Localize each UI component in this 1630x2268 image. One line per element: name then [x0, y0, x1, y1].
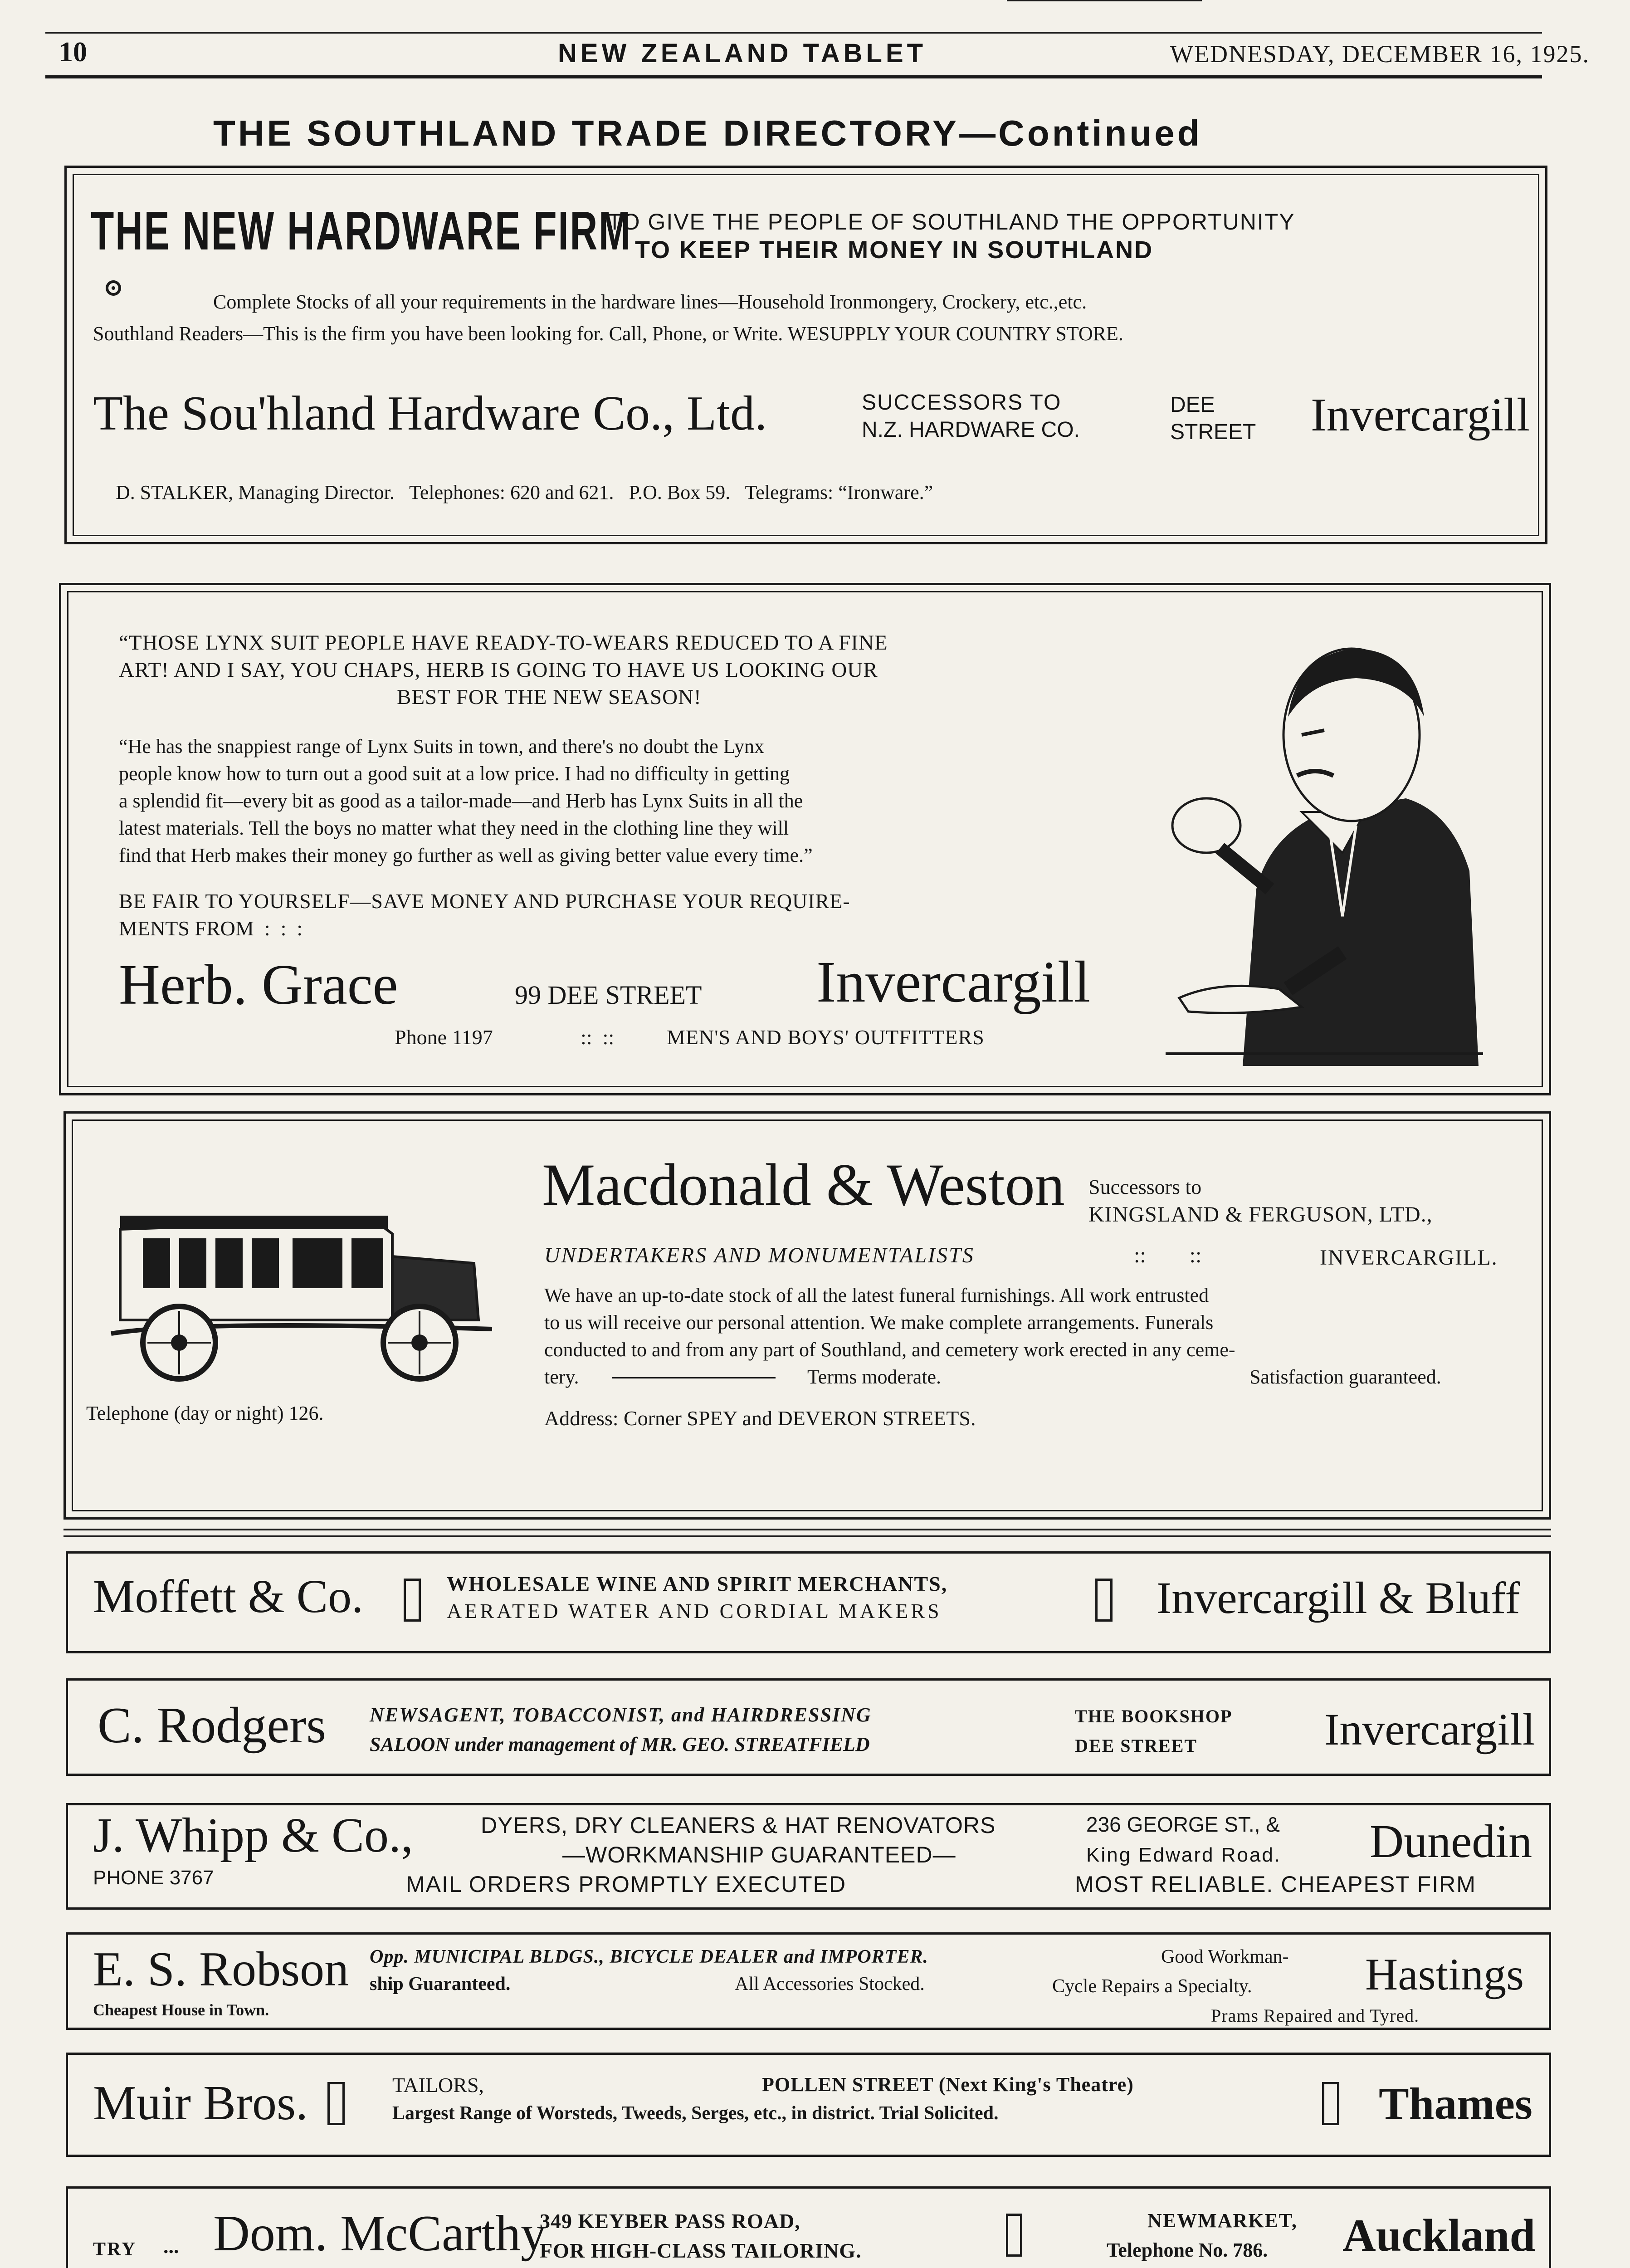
macdonald-address: Address: Corner SPEY and DEVERON STREETS.	[544, 1407, 976, 1430]
robson-line-2a: ship Guaranteed.	[370, 1974, 511, 1994]
macdonald-dash-2	[1007, 0, 1202, 1]
macdonald-trade: UNDERTAKERS AND MONUMENTALISTS	[544, 1243, 975, 1267]
lynx-call-line-2: MENTS FROM : : :	[119, 917, 303, 940]
mccarthy-line-2: FOR HIGH-CLASS TAILORING.	[540, 2239, 862, 2262]
mccarthy-phone: Telephone No. 786.	[1107, 2239, 1268, 2261]
whipp-phone: PHONE 3767	[93, 1867, 214, 1889]
divider-double-2	[63, 1535, 1551, 1537]
moffett-bracket-right	[1095, 1579, 1113, 1622]
hardware-street-line-1: DEE	[1170, 393, 1215, 417]
muir-line-1a: TAILORS,	[392, 2073, 484, 2097]
lynx-body-line-2: people know how to turn out a good suit at a low price. I had no difficulty in getting	[119, 763, 790, 785]
hardware-footer: D. STALKER, Managing Director. Telephones: 620 and 621. P.O. Box 59. Telegrams: “Ironware.”	[116, 481, 933, 503]
publication-title: NEW ZEALAND TABLET	[558, 39, 927, 68]
macdonald-separator: :: ::	[1134, 1243, 1202, 1267]
rodgers-line-2: SALOON under management of MR. GEO. STREATFIELD	[370, 1733, 870, 1755]
rodgers-shop-line-2: DEE STREET	[1075, 1735, 1198, 1756]
mccarthy-dots: ...	[163, 2234, 179, 2258]
whipp-line-3: MAIL ORDERS PROMPTLY EXECUTED	[406, 1872, 847, 1897]
moffett-city: Invercargill & Bluff	[1157, 1573, 1520, 1623]
macdonald-city: INVERCARGILL.	[1320, 1246, 1498, 1270]
lynx-address: 99 DEE STREET	[515, 980, 702, 1010]
robson-line-2c: Cycle Repairs a Specialty.	[1052, 1976, 1252, 1997]
hardware-logo-text: THE NEW HARDWARE FIRM	[91, 200, 632, 261]
whipp-line-1: DYERS, DRY CLEANERS & HAT RENOVATORS	[481, 1813, 996, 1838]
muir-bracket-right	[1322, 2082, 1339, 2125]
muir-line-1b: POLLEN STREET (Next King's Theatre)	[762, 2073, 1134, 2096]
hearse-illustration	[102, 1184, 501, 1388]
macdonald-body-line-4a: tery.	[544, 1366, 579, 1388]
mccarthy-name: Dom. McCarthy	[213, 2205, 547, 2262]
rodgers-line-1: NEWSAGENT, TOBACCONIST, and HAIRDRESSING	[370, 1704, 872, 1726]
hardware-successors-line-2: N.Z. HARDWARE CO.	[862, 418, 1080, 442]
mccarthy-try: TRY	[93, 2239, 137, 2260]
mccarthy-bracket	[1006, 2214, 1022, 2257]
whipp-address-line-2: King Edward Road.	[1086, 1844, 1282, 1866]
hardware-body-line-1: Complete Stocks of all your requirements in the hardware lines—Household Ironmongery, Crockery, etc.,etc.	[213, 291, 1087, 313]
hardware-body-line-2: Southland Readers—This is the firm you have been looking for. Call, Phone, or Write. WESUPPLY YOUR COUNTRY STORE.	[93, 323, 1123, 345]
divider-double-1	[63, 1529, 1551, 1530]
mccarthy-line-1: 349 KEYBER PASS ROAD,	[540, 2209, 800, 2233]
hardware-street-line-2: STREET	[1170, 420, 1256, 444]
lynx-trade: MEN'S AND BOYS' OUTFITTERS	[667, 1026, 985, 1049]
hardware-intro-line-2: TO KEEP THEIR MONEY IN SOUTHLAND	[635, 236, 1154, 264]
lynx-body-line-4: latest materials. Tell the boys no matter what they need in the clothing line they will	[119, 817, 789, 839]
mccarthy-city: Auckland	[1342, 2210, 1536, 2261]
whipp-line-2: —WORKMANSHIP GUARANTEED—	[562, 1842, 956, 1867]
lynx-headline-line-1: “THOSE LYNX SUIT PEOPLE HAVE READY-TO-WEARS REDUCED TO A FINE	[119, 631, 888, 655]
mccarthy-area: NEWMARKET,	[1147, 2209, 1298, 2232]
gentleman-illustration	[1152, 599, 1497, 1066]
muir-bracket-left	[327, 2082, 345, 2125]
lynx-headline-line-3: BEST FOR THE NEW SEASON!	[397, 685, 702, 709]
muir-line-2: Largest Range of Worsteds, Tweeds, Serges, etc., in district. Trial Solicited.	[392, 2103, 999, 2124]
robson-name: E. S. Robson	[93, 1942, 349, 1996]
gear-icon	[102, 277, 125, 299]
whipp-address-line-1: 236 GEORGE ST., &	[1086, 1813, 1280, 1836]
section-title: THE SOUTHLAND TRADE DIRECTORY—Continued	[213, 113, 1202, 153]
macdonald-body-line-3: conducted to and from any part of Southland, and cemetery work erected in any ceme-	[544, 1339, 1235, 1361]
rodgers-city: Invercargill	[1324, 1704, 1535, 1755]
muir-city: Thames	[1379, 2078, 1532, 2129]
macdonald-body-line-4c: Satisfaction guaranteed.	[1249, 1366, 1441, 1388]
lynx-body-line-3: a splendid fit—every bit as good as a tailor-made—and Herb has Lynx Suits in all the	[119, 790, 803, 812]
masthead	[0, 0, 1630, 91]
lynx-phone: Phone 1197	[395, 1026, 493, 1049]
rodgers-name: C. Rodgers	[98, 1697, 326, 1754]
page-number: 10	[59, 37, 87, 68]
hardware-company-name: The Sou'hland Hardware Co., Ltd.	[93, 386, 767, 440]
rodgers-shop-line-1: THE BOOKSHOP	[1075, 1706, 1233, 1726]
robson-line-2b: All Accessories Stocked.	[735, 1974, 925, 1994]
moffett-name: Moffett & Co.	[93, 1570, 364, 1623]
macdonald-body-line-4b: Terms moderate.	[807, 1366, 942, 1388]
macdonald-dash-1	[612, 1377, 776, 1378]
moffett-bracket-left	[404, 1579, 421, 1622]
masthead-rule-top	[45, 32, 1542, 34]
whipp-city: Dunedin	[1370, 1815, 1532, 1867]
lynx-headline-line-2: ART! AND I SAY, YOU CHAPS, HERB IS GOING TO HAVE US LOOKING OUR	[119, 658, 878, 682]
macdonald-name: Macdonald & Weston	[542, 1151, 1065, 1218]
macdonald-body-line-1: We have an up-to-date stock of all the latest funeral furnishings. All work entrusted	[544, 1284, 1209, 1306]
lynx-body-line-5: find that Herb makes their money go further as well as giving better value every time.”	[119, 844, 813, 866]
macdonald-successors-line-2: KINGSLAND & FERGUSON, LTD.,	[1088, 1202, 1433, 1227]
lynx-shop-name: Herb. Grace	[119, 953, 398, 1017]
lynx-body-line-1: “He has the snappiest range of Lynx Suits in town, and there's no doubt the Lynx	[119, 735, 765, 758]
robson-line-1: Opp. MUNICIPAL BLDGS., BICYCLE DEALER and IMPORTER.	[370, 1946, 928, 1967]
robson-city: Hastings	[1365, 1949, 1524, 1999]
lynx-separator: :: ::	[581, 1026, 615, 1049]
moffett-line-2: AERATED WATER AND CORDIAL MAKERS	[447, 1599, 942, 1623]
macdonald-successors-line-1: Successors to	[1088, 1175, 1202, 1198]
muir-name: Muir Bros.	[93, 2076, 308, 2130]
moffett-line-1: WHOLESALE WINE AND SPIRIT MERCHANTS,	[447, 1572, 948, 1595]
macdonald-body-line-2: to us will receive our personal attention. We make complete arrangements. Funerals	[544, 1311, 1214, 1334]
hardware-city: Invercargill	[1311, 389, 1530, 441]
masthead-rule-bottom	[45, 75, 1542, 78]
hardware-intro-line-1: TO GIVE THE PEOPLE OF SOUTHLAND THE OPPORTUNITY	[608, 209, 1295, 235]
whipp-name: J. Whipp & Co.,	[93, 1809, 414, 1862]
robson-line-3b: Prams Repaired and Tyred.	[1211, 2005, 1420, 2026]
lynx-call-line-1: BE FAIR TO YOURSELF—SAVE MONEY AND PURCHASE YOUR REQUIRE-	[119, 890, 850, 913]
hardware-successors-line-1: SUCCESSORS TO	[862, 391, 1062, 415]
robson-line-1b: Good Workman-	[1161, 1946, 1289, 1967]
macdonald-telephone: Telephone (day or night) 126.	[86, 1402, 324, 1424]
robson-line-3: Cheapest House in Town.	[93, 2001, 269, 2019]
whipp-tagline: MOST RELIABLE. CHEAPEST FIRM	[1075, 1872, 1476, 1897]
issue-date: WEDNESDAY, DECEMBER 16, 1925.	[1170, 40, 1590, 68]
lynx-city: Invercargill	[816, 949, 1090, 1015]
